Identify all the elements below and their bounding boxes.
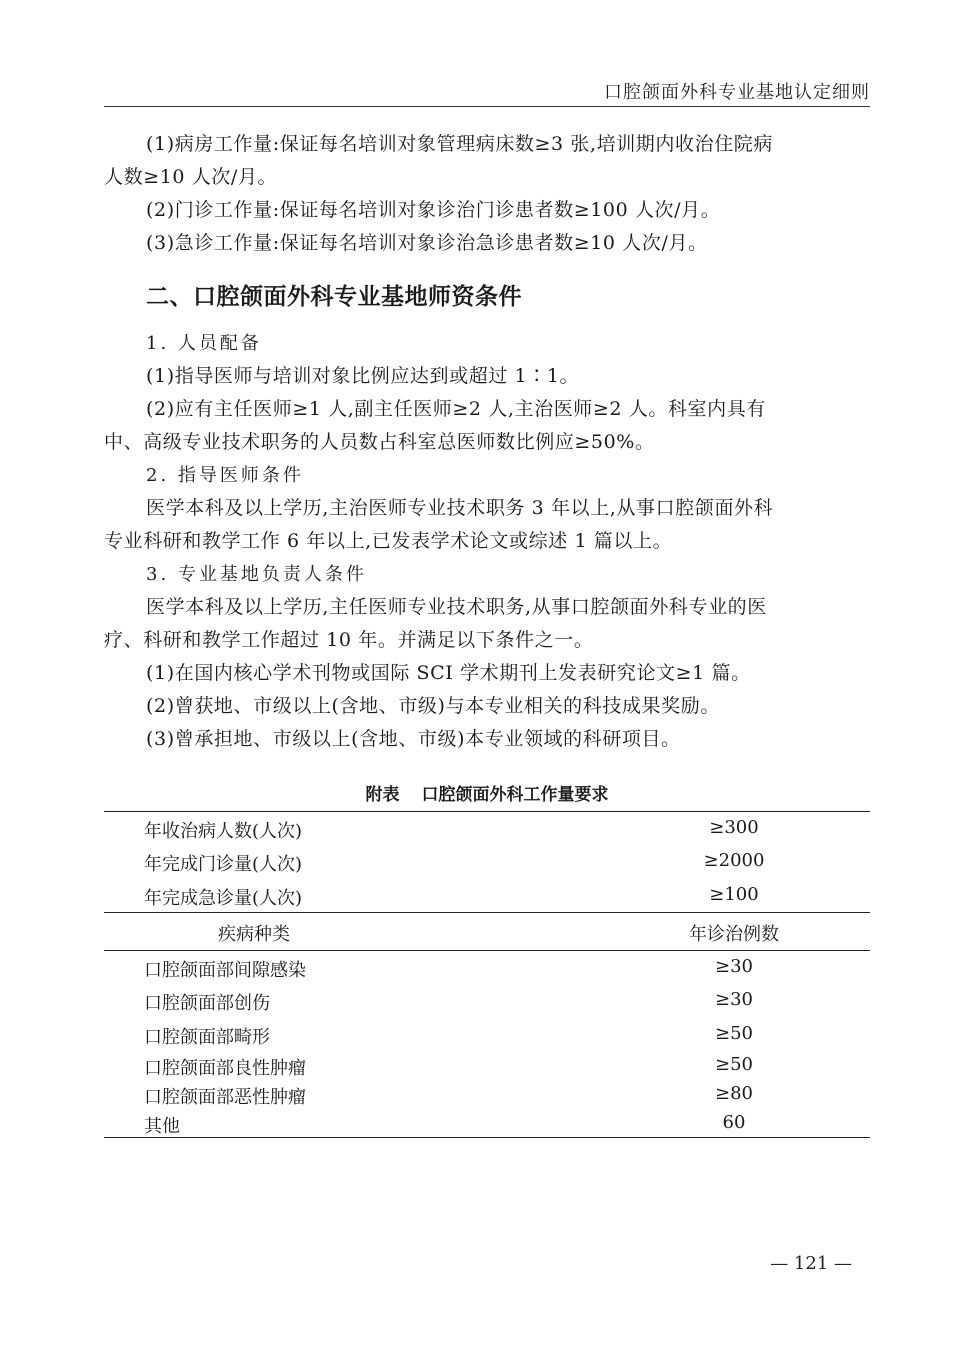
section-heading: 二、口腔颌面外科专业基地师资条件 — [146, 284, 522, 310]
s2-para-line1: 医学本科及以上学历,主治医师专业技术职务 3 年以上,从事口腔颌面外科 — [146, 497, 774, 519]
table-cell-item: 年完成门诊量(人次) — [144, 854, 303, 875]
s3-item1: (1)在国内核心学术刊物或国际 SCI 学术期刊上发表研究论文≥1 篇。 — [146, 662, 751, 684]
table-cell-value: ≥50 — [715, 1054, 753, 1075]
table-caption-title: 口腔颌面外科工作量要求 — [421, 785, 609, 805]
intro-p2: (2)门诊工作量:保证每名培训对象诊治门诊患者数≥100 人次/月。 — [146, 199, 721, 221]
s3-para-line2: 疗、科研和教学工作超过 10 年。并满足以下条件之一。 — [104, 629, 594, 651]
table-bottom-rule — [104, 1137, 870, 1138]
s2-para-line2: 专业科研和教学工作 6 年以上,已发表学术论文或综述 1 篇以上。 — [104, 530, 673, 552]
table-caption — [104, 780, 870, 805]
page-number: — 121 — — [770, 1253, 852, 1274]
s3-item2: (2)曾获地、市级以上(含地、市级)与本专业相关的科技成果奖励。 — [146, 695, 720, 717]
table-caption-label: 附表 — [365, 785, 400, 805]
table-top-rule — [104, 811, 870, 812]
table-cell-item: 年收治病人数(人次) — [144, 821, 303, 842]
s3-item3: (3)曾承担地、市级以上(含地、市级)本专业领域的科研项目。 — [146, 728, 681, 750]
table-row — [104, 956, 870, 986]
table-header-rule — [104, 950, 870, 951]
s1-item2-line2: 中、高级专业技术职务的人员数占科室总医师数比例应≥50%。 — [104, 431, 655, 453]
table-cell-item: 年完成急诊量(人次) — [144, 888, 303, 909]
table-cell-item: 其他 — [144, 1116, 180, 1137]
table-cell-item: 口腔颌面部创伤 — [144, 993, 270, 1014]
subsection-3-title: 3. 专业基地负责人条件 — [146, 564, 367, 585]
table-row — [104, 884, 870, 914]
table-cell-value: ≥30 — [715, 956, 753, 977]
table-row — [104, 1083, 870, 1113]
table-cell-value: 60 — [722, 1112, 746, 1133]
table-header-col2: 年诊治例数 — [689, 924, 779, 945]
intro-p3: (3)急诊工作量:保证每名培训对象诊治急诊患者数≥10 人次/月。 — [146, 232, 708, 254]
table-row — [104, 850, 870, 880]
intro-p1-line2: 人数≥10 人次/月。 — [104, 166, 278, 188]
table-row — [104, 989, 870, 1019]
table-cell-value: ≥100 — [709, 884, 759, 905]
table-cell-item: 口腔颌面部间隙感染 — [144, 960, 306, 981]
s1-item1: (1)指导医师与培训对象比例应达到或超过 1∶1。 — [146, 365, 580, 387]
table-row — [104, 817, 870, 847]
running-header-title: 口腔颌面外科专业基地认定细则 — [604, 82, 870, 103]
table-cell-value: ≥50 — [715, 1023, 753, 1044]
table-cell-value: ≥80 — [715, 1083, 753, 1104]
table-header-row — [104, 920, 870, 950]
table-cell-item: 口腔颌面部恶性肿瘤 — [144, 1087, 306, 1108]
s3-para-line1: 医学本科及以上学历,主任医师专业技术职务,从事口腔颌面外科专业的医 — [146, 596, 767, 618]
table-cell-value: ≥30 — [715, 989, 753, 1010]
table-row — [104, 1054, 870, 1084]
table-header-col1: 疾病种类 — [218, 924, 290, 945]
subsection-1-title: 1. 人员配备 — [146, 333, 262, 354]
table-cell-item: 口腔颌面部良性肿瘤 — [144, 1058, 306, 1079]
table-mid-rule — [104, 912, 870, 913]
table-cell-value: ≥2000 — [703, 850, 765, 871]
running-header — [104, 72, 870, 107]
intro-p1-line1: (1)病房工作量:保证每名培训对象管理病床数≥3 张,培训期内收治住院病 — [146, 133, 774, 155]
subsection-2-title: 2. 指导医师条件 — [146, 465, 304, 486]
s1-item2-line1: (2)应有主任医师≥1 人,副主任医师≥2 人,主治医师≥2 人。科室内具有 — [146, 398, 766, 420]
table-cell-value: ≥300 — [709, 817, 759, 838]
table-row — [104, 1023, 870, 1053]
table-cell-item: 口腔颌面部畸形 — [144, 1027, 270, 1048]
